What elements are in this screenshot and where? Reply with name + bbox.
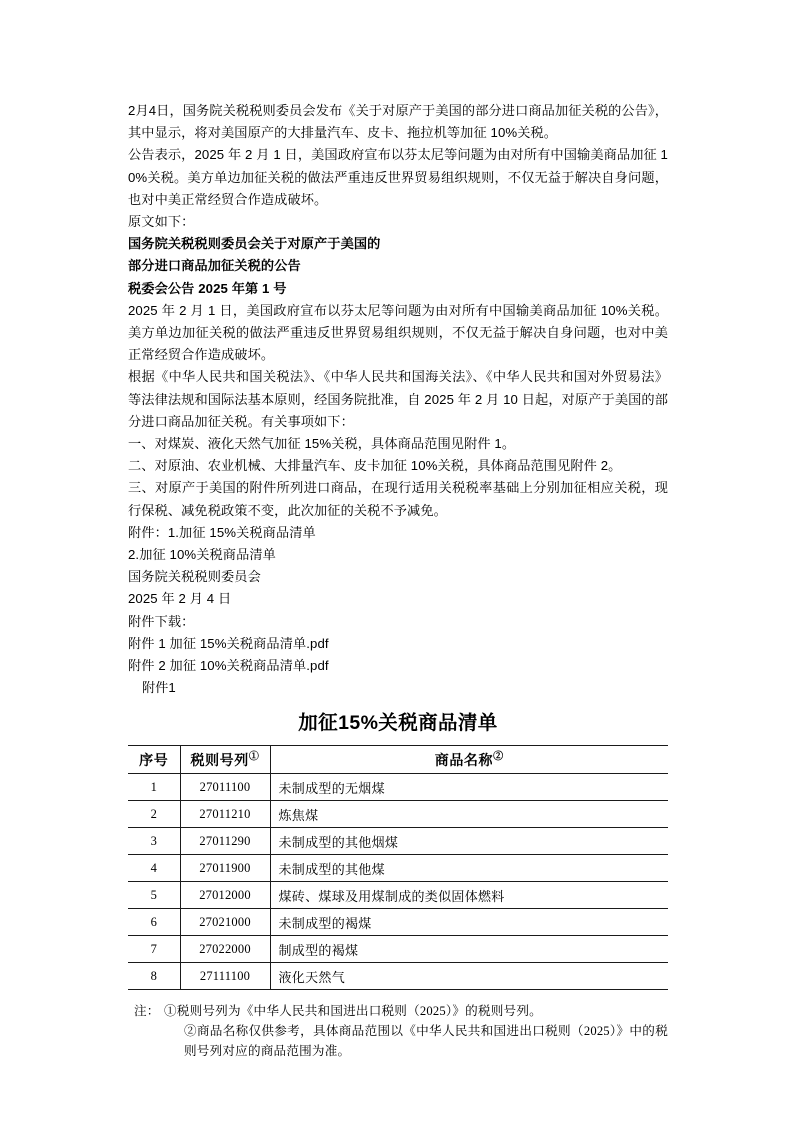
- cell-sequence: 1: [128, 774, 180, 801]
- cell-tariff-code: 27011290: [180, 828, 270, 855]
- table-row: [128, 801, 668, 828]
- body-paragraph-2: 根据《中华人民共和国关税法》、《中华人民共和国海关法》、《中华人民共和国对外贸易法》等法律法规和国际法基本原则，经国务院批准，自 2025 年 2 月 10 日起，对原产于美国的部分进口商品加征关税。有关事项如下：: [128, 369, 668, 429]
- annex-label: 附件1: [142, 680, 176, 696]
- cell-tariff-code: 27021000: [180, 909, 270, 936]
- body-item-2: 二、对原油、农业机械、大排量汽车、皮卡加征 10%关税，具体商品范围见附件 2。: [128, 458, 622, 474]
- column-header-tariff-code-label: 税则号列: [190, 753, 249, 769]
- note-row-2: [128, 1021, 668, 1061]
- table-row: [128, 882, 668, 909]
- body-item-3: 三、对原产于美国的附件所列进口商品，在现行适用关税税率基础上分别加征相应关税，现行保税、减免税政策不变，此次加征的关税不予减免。: [128, 480, 668, 518]
- column-header-sequence-label: 序号: [139, 753, 169, 769]
- cell-sequence: 4: [128, 855, 180, 882]
- table-row: [128, 855, 668, 882]
- column-header-sequence: [128, 746, 180, 774]
- cell-sequence: 5: [128, 882, 180, 909]
- cell-commodity-name: 未制成型的其他烟煤: [270, 828, 668, 855]
- table-header-row: [128, 746, 668, 774]
- table-notes: [128, 1001, 668, 1061]
- attachment-line-2: 2.加征 10%关税商品清单: [128, 547, 276, 563]
- body-paragraph-1: 2025 年 2 月 1 日，美国政府宣布以芬太尼等问题为由对所有中国输美商品加征 10%关税。美方单边加征关税的做法严重违反世界贸易组织规则，不仅无益于解决自身问题，也对中美正常经贸合作造成破坏。: [128, 302, 668, 363]
- notes-label: 注：: [134, 1004, 160, 1019]
- cell-commodity-name: 未制成型的其他煤: [270, 855, 668, 882]
- announcement-title-line-1: 国务院关税税则委员会关于对原产于美国的: [128, 236, 381, 252]
- cell-tariff-code: 27012000: [180, 882, 270, 909]
- note-item-1: ①税则号列为《中华人民共和国进出口税则（2025）》的税则号列。: [164, 1004, 542, 1019]
- table-row: [128, 936, 668, 963]
- table-row: [128, 774, 668, 801]
- column-header-tariff-code: [180, 746, 270, 774]
- cell-sequence: 3: [128, 828, 180, 855]
- issuer-name: 国务院关税税则委员会: [128, 569, 261, 585]
- document-content: [128, 100, 668, 1061]
- announcement-title-line-2: 部分进口商品加征关税的公告: [128, 258, 301, 274]
- intro-paragraph-1: 2月4日，国务院关税税则委员会发布《关于对原产于美国的部分进口商品加征关税的公告》，其中显示，将对美国原产的大排量汽车、皮卡、拖拉机等加征 10%关税。: [128, 103, 668, 141]
- table-row: [128, 963, 668, 990]
- cell-sequence: 8: [128, 963, 180, 990]
- cell-commodity-name: 煤砖、煤球及用煤制成的类似固体燃料: [270, 882, 668, 909]
- cell-tariff-code: 27011210: [180, 801, 270, 828]
- intro-paragraph-2: 公告表示，2025 年 2 月 1 日，美国政府宣布以芬太尼等问题为由对所有中国输美商品加征 10%关税。美方单边加征关税的做法严重违反世界贸易组织规则，不仅无益于解决自身问题，也对中美正常经贸合作造成破坏。: [128, 147, 668, 207]
- cell-commodity-name: 未制成型的褐煤: [270, 909, 668, 936]
- cell-commodity-name: 未制成型的无烟煤: [270, 774, 668, 801]
- note-item-2: ②商品名称仅供参考，具体商品范围以《中华人民共和国进出口税则（2025）》中的税则号列对应的商品范围为准。: [184, 1024, 668, 1059]
- cell-sequence: 2: [128, 801, 180, 828]
- announcement-number: 税委会公告 2025 年第 1 号: [128, 280, 287, 296]
- cell-tariff-code: 27011900: [180, 855, 270, 882]
- sheet-title: 加征15%关税商品清单: [298, 712, 498, 735]
- download-link-attachment-2[interactable]: 附件 2 加征 10%关税商品清单.pdf: [128, 658, 329, 674]
- note-row-1: [128, 1001, 668, 1021]
- table-row: [128, 828, 668, 855]
- column-header-commodity-name: [270, 746, 668, 774]
- cell-tariff-code: 27022000: [180, 936, 270, 963]
- cell-commodity-name: 制成型的褐煤: [270, 936, 668, 963]
- column-header-tariff-code-mark: ①: [248, 751, 260, 763]
- cell-commodity-name: 炼焦煤: [270, 801, 668, 828]
- table-body: [128, 774, 668, 990]
- cell-tariff-code: 27011100: [180, 774, 270, 801]
- download-link-attachment-1[interactable]: 附件 1 加征 15%关税商品清单.pdf: [128, 635, 329, 651]
- column-header-commodity-name-mark: ②: [493, 751, 504, 763]
- issue-date: 2025 年 2 月 4 日: [128, 591, 232, 607]
- body-item-1: 一、对煤炭、液化天然气加征 15%关税，具体商品范围见附件 1。: [128, 436, 516, 452]
- cell-sequence: 6: [128, 909, 180, 936]
- cell-tariff-code: 27111100: [180, 963, 270, 990]
- attachment-line-1: 附件：1.加征 15%关税商品清单: [128, 524, 316, 540]
- cell-sequence: 7: [128, 936, 180, 963]
- column-header-commodity-name-label: 商品名称: [434, 753, 494, 769]
- cell-commodity-name: 液化天然气: [270, 963, 668, 990]
- intro-paragraph-3: 原文如下：: [128, 214, 195, 230]
- table-row: [128, 909, 668, 936]
- tariff-commodity-table: [128, 745, 668, 990]
- download-heading: 附件下载：: [128, 613, 195, 629]
